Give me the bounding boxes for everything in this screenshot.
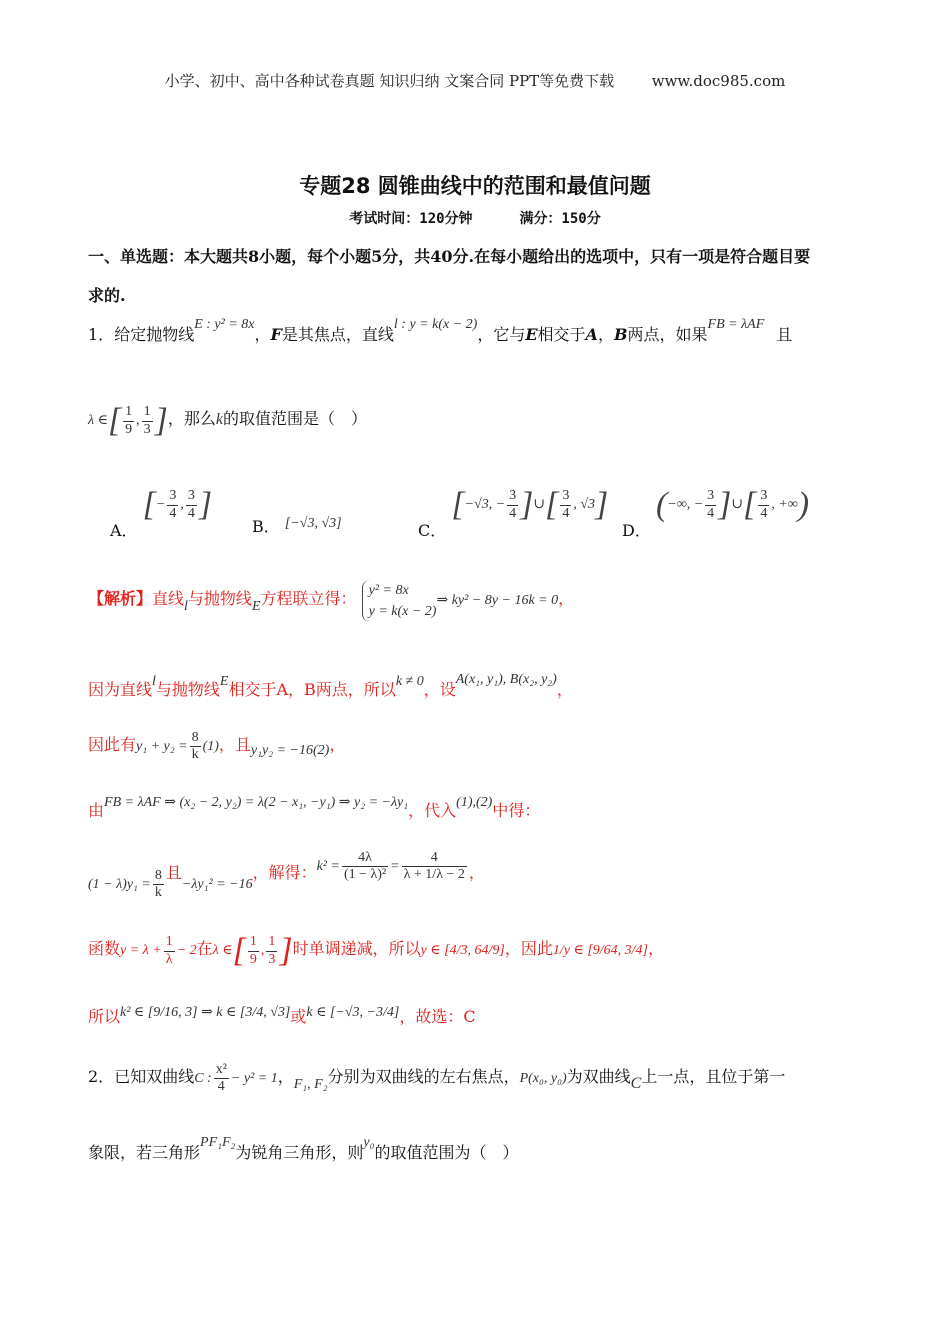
solution-line-3: [88, 730, 345, 763]
option-c-label: C．: [418, 521, 447, 541]
solution-tag: 【解析】: [88, 589, 153, 609]
solution-math: k² = $\frac{4\lambda}{\text{(1 − λ)²}}$ = $\frac{4}{\lambda + 1/\lambda - 2}$: [316, 850, 465, 883]
q1-text: 的取值范围是（ ）: [223, 409, 368, 429]
solution-math: A(x₁, y₁), B(x₂, y₂): [455, 672, 557, 687]
option-c[interactable]: [418, 486, 609, 541]
solution-math: y₁ + y₂ = $\frac{8}{k}$ (1): [136, 730, 219, 763]
q1-text: ，: [254, 325, 271, 344]
solution-text: 且: [165, 862, 182, 882]
solution-text: ，解得：: [252, 862, 317, 882]
fraction: $\frac{1}{3}$: [143, 404, 151, 437]
option-d-label: D．: [622, 521, 651, 541]
solution-line-6: [88, 932, 664, 970]
q1-text: 相交于: [537, 325, 586, 344]
q2-hyperbola: C : $\frac{\text{x²}}{4}$ − y² = 1: [194, 1062, 278, 1095]
solution-text: ，且: [218, 734, 251, 754]
solution-text: ，因此: [504, 939, 553, 959]
header-site-text: 小学、初中、高中各种试卷真题 知识归纳 文案合同 PPT等免费下载: [164, 72, 615, 90]
exam-info: [0, 208, 950, 228]
solution-text: 所以: [88, 1007, 121, 1026]
solution-var: E: [251, 599, 261, 615]
solution-math: −λy₁² = −16: [181, 876, 253, 892]
q2-triangle: PF₁F₂: [200, 1135, 236, 1150]
solution-line-4: [88, 795, 541, 821]
q1-text: ，那么: [167, 409, 216, 429]
q2-text: 为双曲线: [566, 1066, 631, 1086]
solution-math: 1/y ∈ [9/64, 3/4]: [552, 943, 649, 959]
page-title: 专题28 圆锥曲线中的范围和最值问题: [299, 174, 651, 198]
solution-var: l: [152, 674, 156, 689]
solution-text: ，: [329, 734, 346, 754]
q1-number: 1．: [88, 325, 115, 344]
solution-math: ⇒ ky² − 8y − 16k = 0: [436, 593, 559, 609]
solution-text: 直线: [152, 589, 185, 609]
solution-text: ，: [556, 680, 573, 699]
q1-vector-condition: FB = λAF: [707, 317, 765, 332]
q2-text: 为锐角三角形，则: [235, 1143, 364, 1162]
solution-text: 由: [88, 801, 105, 820]
solution-system: y² = 8x y = k(x − 2): [362, 593, 437, 608]
solution-math: k² ∈ [9/16, 3] ⇒ k ∈ [3/4, √3]: [120, 1005, 291, 1020]
q2-text: 已知双曲线: [114, 1066, 195, 1086]
q2-var-y0: y₀: [363, 1135, 375, 1150]
solution-line-1: [88, 580, 574, 622]
solution-math: FB = λAF ⇒ (x₂ − 2, y₂) = λ(2 − x₁, −y₁) ⇒ y₂ = −λy₁: [104, 795, 409, 810]
solution-math: y = λ + $\frac{1}{\lambda}$ − 2: [120, 934, 197, 967]
q1-var-F: F: [270, 325, 282, 344]
solution-math: (1),(2): [456, 795, 493, 810]
solution-text: 函数: [88, 939, 121, 959]
solution-text: 时单调递减，所以: [292, 939, 421, 959]
q2-text: 分别为双曲线的左右焦点，: [327, 1066, 520, 1086]
q1-parabola: E : y² = 8x: [194, 317, 255, 332]
option-c-math: [−√3, − $\frac{3}{4}$ ]∪[ $\frac{3}{4}$ , √3]: [451, 486, 609, 523]
exam-time: 考试时间：120分钟: [349, 211, 473, 227]
solution-text: ，: [468, 862, 485, 882]
solution-text: 方程联立得：: [260, 589, 357, 609]
solution-text: ，故选：C: [399, 1007, 476, 1026]
solution-line-7: [88, 1004, 476, 1027]
solution-text: ，设: [423, 680, 456, 699]
q1-var-A: A: [585, 325, 598, 344]
q1-text: 且: [776, 325, 793, 344]
question-1-stem: [88, 317, 793, 345]
question-2-stem-line2: [88, 1135, 519, 1163]
solution-text: ，: [558, 589, 575, 609]
solution-text: 与抛物线: [187, 589, 252, 609]
q1-lambda-label: λ ∈: [88, 413, 108, 429]
solution-text: 与抛物线: [155, 680, 220, 699]
q1-var-B: B: [613, 325, 628, 344]
q1-var-E: E: [525, 325, 538, 344]
q2-text: 象限，若三角形: [88, 1143, 201, 1162]
solution-var: E: [219, 674, 229, 689]
solution-text: ，: [648, 939, 665, 959]
solution-text: 在: [196, 939, 213, 959]
q1-lambda-range: λ ∈[ $\frac{1}{9}$ , $\frac{1}{3}$ ]: [88, 402, 168, 439]
solution-var: l: [184, 599, 188, 615]
solution-math: (1 − λ)y₁ = $\frac{8}{k}$: [88, 868, 162, 901]
solution-line-5: [88, 850, 485, 901]
page-header: [0, 70, 950, 91]
q1-text: 给定抛物线: [114, 325, 195, 344]
solution-text: 因此有: [88, 734, 137, 754]
solution-math: y₁y₂ = −16(2): [250, 742, 330, 758]
solution-text: 或: [290, 1007, 307, 1026]
question-2-stem: [88, 1062, 785, 1095]
option-d-math: (−∞, − $\frac{3}{4}$ ]∪[ $\frac{3}{4}$ , +∞): [655, 486, 810, 523]
q1-text: ，它与: [477, 325, 526, 344]
q2-var-C: C: [630, 1074, 642, 1092]
q1-line: l : y = k(x − 2): [393, 317, 478, 332]
q2-foci: F₁, F₂: [293, 1076, 328, 1092]
option-b[interactable]: [252, 514, 342, 537]
option-b-math: [−√3, √3]: [284, 516, 342, 531]
option-b-label: B．: [252, 517, 280, 536]
q1-text: ，: [597, 325, 614, 344]
solution-text: 中得：: [492, 801, 541, 820]
solution-text: 因为直线: [88, 680, 153, 699]
q1-var-k: k: [215, 411, 224, 429]
section-heading-line2: 求的.: [88, 286, 126, 305]
q2-point: P(x₀, y₀): [519, 1070, 567, 1086]
solution-line-2: [88, 672, 573, 700]
option-a[interactable]: [110, 486, 213, 541]
option-a-label: A．: [110, 521, 138, 541]
question-1-stem-line2: [88, 402, 367, 440]
q1-text: 两点，如果: [627, 325, 708, 344]
q2-text: 的取值范围为（ ）: [374, 1143, 519, 1162]
solution-math: y ∈ [4/3, 64/9]: [420, 943, 505, 959]
exam-score: 满分：150分: [519, 211, 601, 227]
header-url[interactable]: www.doc985.com: [651, 72, 786, 90]
solution-math: k ≠ 0: [395, 674, 424, 689]
solution-math: k ∈ [−√3, −3/4]: [306, 1005, 400, 1020]
option-a-math: [− $\frac{3}{4}$ , $\frac{3}{4}$ ]: [142, 486, 213, 523]
section-heading-line1: 一、单选题：本大题共8小题，每个小题5分，共40分.在每小题给出的选项中，只有一项是符合题目要: [88, 247, 811, 266]
q2-number: 2．: [88, 1066, 115, 1086]
q2-text: ，: [277, 1066, 294, 1086]
solution-text: ，代入: [408, 801, 457, 820]
option-d[interactable]: [622, 486, 810, 541]
solution-math: λ ∈[ $\frac{1}{9}$ , $\frac{1}{3}$ ]: [212, 932, 293, 969]
solution-text: 相交于A，B两点，所以: [228, 680, 396, 699]
q2-text: 上一点，且位于第一: [641, 1066, 786, 1086]
q1-text: 是其焦点，直线: [281, 325, 394, 344]
fraction: $\frac{1}{9}$: [125, 404, 133, 437]
